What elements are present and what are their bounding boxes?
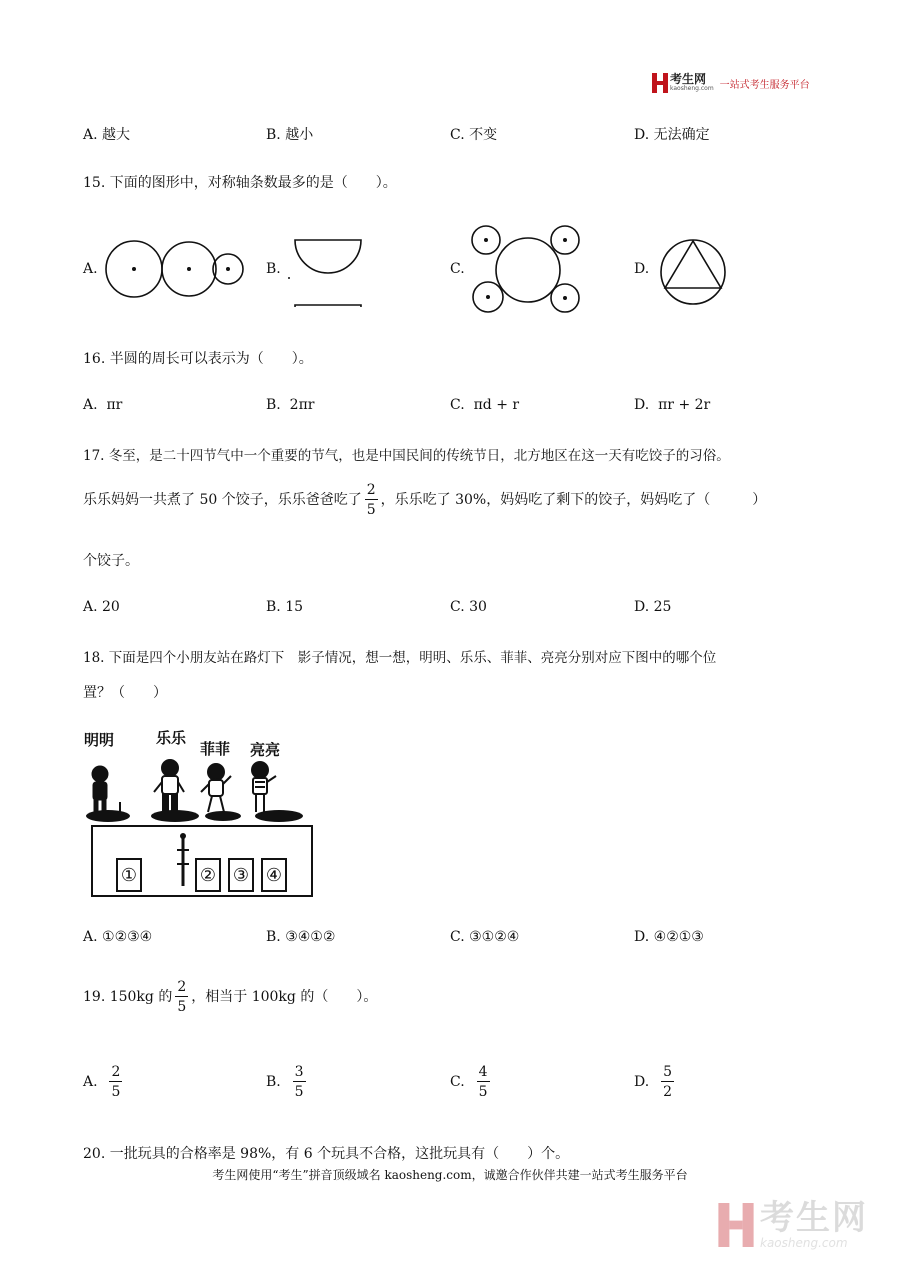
q15-option-d-label: D. <box>634 261 650 277</box>
q17-line1: 17. 冬至，是二十四节气中一个重要的节气，也是中国民间的传统节日，北方地区在这一天有吃饺子的习俗。 <box>83 448 730 464</box>
logo-title: 考生网 <box>670 72 707 86</box>
q18-option-b: B. ③④①② <box>266 929 336 945</box>
q19-text: 19. 150kg 的 $\frac{2}{5}$ ，相当于 100kg 的（ ）。 <box>83 979 378 1015</box>
q17-option-b: B. 15 <box>266 599 304 615</box>
q15-figure-d <box>658 237 728 307</box>
q17-line2: 乐乐妈妈一共煮了 50 个饺子，乐乐爸爸吃了 $\frac{2}{5}$ ，乐乐吃了 30%，妈妈吃了剩下的饺子，妈妈吃了（ ） <box>83 482 767 518</box>
q18-position-4: ④ <box>261 858 287 892</box>
q16-option-b: B. 2πr <box>266 397 315 413</box>
q17-line3: 个饺子。 <box>83 553 139 569</box>
q16-text: 16. 半圆的周长可以表示为（ ）。 <box>83 351 313 367</box>
q15-option-a-label: A. <box>83 261 98 277</box>
q18-position-2: ② <box>195 858 221 892</box>
q15-figure-a <box>105 239 245 299</box>
q18-option-a: A. ①②③④ <box>83 929 153 945</box>
q15-text: 15. 下面的图形中，对称轴条数最多的是（ ）。 <box>83 175 397 191</box>
q17-fraction: $\frac{2}{5}$ <box>366 482 376 518</box>
watermark-domain: kaosheng.com <box>760 1236 848 1250</box>
q16-option-d: D. πr + 2r <box>634 397 711 413</box>
q19-option-d: D. $\frac{5}{2}$ <box>634 1064 673 1100</box>
q17-option-a: A. 20 <box>83 599 120 615</box>
q18-option-d: D. ④②①③ <box>634 929 704 945</box>
q17-option-d: D. 25 <box>634 599 672 615</box>
q14-option-d: D. 无法确定 <box>634 127 710 143</box>
watermark-title: 考生网 <box>760 1198 868 1238</box>
q18-option-c: C. ③①②④ <box>450 929 520 945</box>
q15-option-c-label: C. <box>450 261 465 277</box>
q18-line1: 18. 下面是四个小朋友站在路灯下 影子情况，想一想，明明、乐乐、菲菲、亮亮分别对应下图中的哪个位 <box>83 650 717 666</box>
q19-option-a: A. $\frac{2}{5}$ <box>83 1064 121 1100</box>
q18-line2: 置？（ ） <box>83 685 167 701</box>
q19-option-b: B. $\frac{3}{5}$ <box>266 1064 304 1100</box>
brand-logo-icon <box>652 73 668 93</box>
q15-option-b-label: B. <box>266 261 281 277</box>
q20-text: 20. 一批玩具的合格率是 98%，有 6 个玩具不合格，这批玩具有（ ）个。 <box>83 1146 570 1162</box>
page-footer: 考生网使用“考生”拼音顶级域名 kaosheng.com，诚邀合作伙伴共建一站式考生服务平台 <box>212 1168 688 1182</box>
watermark-logo-icon <box>718 1203 754 1247</box>
header-slogan: 一站式考生服务平台 <box>719 79 810 91</box>
q18-name-lele: 乐乐 <box>156 729 187 747</box>
q18-position-3: ③ <box>228 858 254 892</box>
q19-option-c: C. $\frac{4}{5}$ <box>450 1064 488 1100</box>
q16-option-c: C. πd + r <box>450 397 520 413</box>
q14-option-c: C. 不变 <box>450 127 498 143</box>
watermark <box>718 1200 868 1250</box>
q18-name-feifei: 菲菲 <box>200 740 231 758</box>
logo-domain: kaosheng.com <box>670 85 714 92</box>
q18-position-1: ① <box>116 858 142 892</box>
header-logo <box>652 73 810 93</box>
q15-figure-b <box>285 235 365 307</box>
q14-option-b: B. 越小 <box>266 127 314 143</box>
q15-figure-c <box>470 224 582 316</box>
q19-fraction: $\frac{2}{5}$ <box>177 979 187 1015</box>
q17-option-c: C. 30 <box>450 599 487 615</box>
q18-name-mingming: 明明 <box>84 731 115 749</box>
q18-name-liangliang: 亮亮 <box>250 741 281 759</box>
q16-option-a: A. πr <box>83 397 123 413</box>
q14-option-a: A. 越大 <box>83 127 131 143</box>
